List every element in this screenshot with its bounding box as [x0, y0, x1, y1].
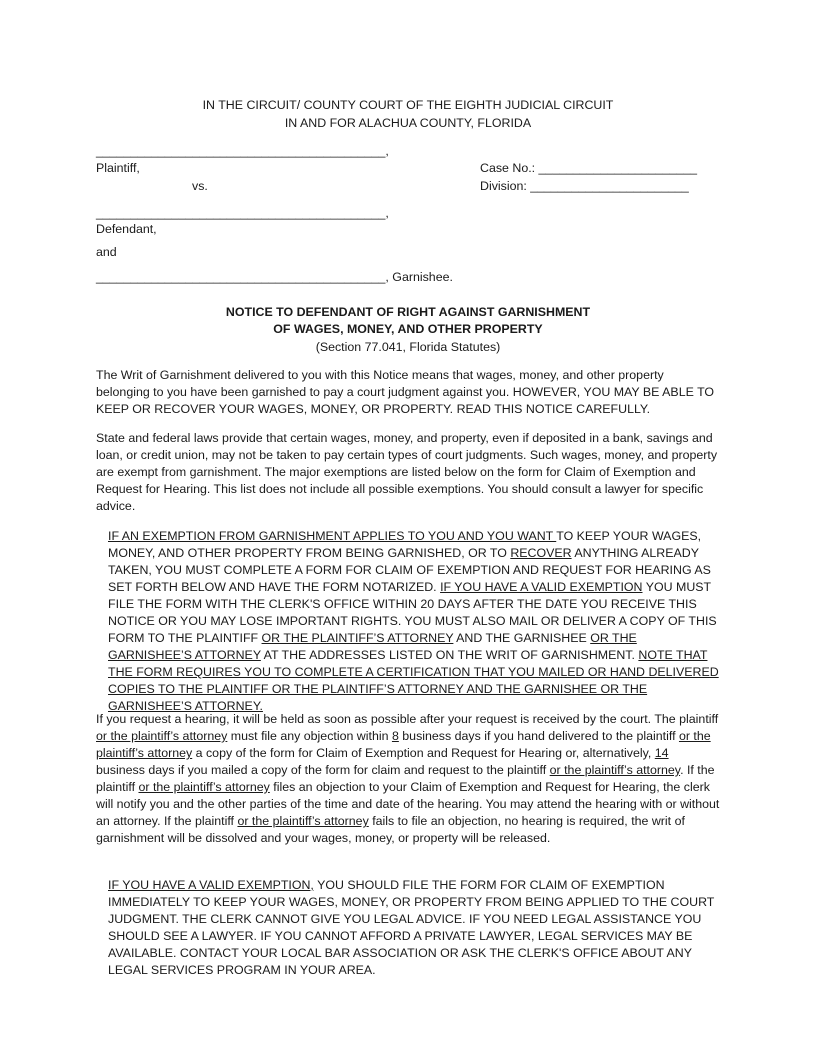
plaintiff-label: Plaintiff,: [96, 161, 140, 175]
underlined-text: or the plaintiff’s attorney: [549, 763, 681, 777]
underlined-text: OR THE GARNISHEE’S ATTORNEY: [108, 631, 637, 662]
underlined-text: OR THE PLAINTIFF’S ATTORNEY: [261, 631, 454, 645]
underlined-text: or the plaintiff’s attorney: [96, 729, 228, 743]
underlined-text: NOTE THAT THE FORM REQUIRES YOU TO COMPLETE A CERTIFICATION THAT YOU MAILED OR HAND DELIVERED COPIES TO THE PLAINTIFF OR THE PLAINTIFF’S ATTORNEY AND THE GARNISHEE OR THE GARNISHEE’S ATTORNEY.: [108, 648, 719, 713]
underlined-text: IF AN EXEMPTION FROM GARNISHMENT APPLIES TO YOU AND YOU WANT: [108, 529, 557, 543]
paragraph-hearing-process: If you request a hearing, it will be held as soon as possible after your request is received by the court. The plaintiff or the plaintiff’s attorney must file any objection within 8 business days if you hand delivered to the plaintiff or the plaintiff’s attorney a copy of the form for Claim of Exemption and Request for Hearing or, alternatively, 14 business days if you mailed a copy of the form for claim and request to the plaintiff or the plaintiff’s attorney. If the plaintiff or the plaintiff’s attorney files an objection to your Claim of Exemption and Request for Hearing, the clerk will notify you and the other parties of the time and date of the hearing. You may attend the hearing with or without an attorney. If the plaintiff or the plaintiff’s attorney fails to file an objection, no hearing is required, the writ of garnishment will be dissolved and your wages, money, or property will be released.: [96, 712, 720, 845]
underlined-text: 8: [391, 729, 399, 743]
plaintiff-blank: __________________________________________,: [96, 144, 389, 158]
underlined-text: IF YOU HAVE A VALID EXEMPTION,: [108, 878, 314, 892]
statute-reference: (Section 77.041, Florida Statutes): [315, 340, 501, 354]
notice-title-line-2: OF WAGES, MONEY, AND OTHER PROPERTY: [273, 322, 543, 336]
paragraph-writ-explanation: The Writ of Garnishment delivered to you with this Notice means that wages, money, and other property belonging to you have been garnished to pay a court judgment against you. HOWEVER, YOU MAY BE ABLE TO KEEP OR RECOVER YOUR WAGES, MONEY, OR PROPERTY. READ THIS NOTICE CAREFULLY.: [96, 368, 715, 416]
division-field: Division: _______________________: [480, 179, 689, 193]
paragraph-legal-advice: IF YOU HAVE A VALID EXEMPTION, YOU SHOULD FILE THE FORM FOR CLAIM OF EXEMPTION IMMEDIATELY TO KEEP YOUR WAGES, MONEY, OR PROPERTY FROM BEING APPLIED TO THE COURT JUDGMENT. THE CLERK CANNOT GIVE YOU LEGAL ADVICE. IF YOU NEED LEGAL ASSISTANCE YOU SHOULD SEE A LAWYER. IF YOU CANNOT AFFORD A PRIVATE LAWYER, LEGAL SERVICES MAY BE AVAILABLE. CONTACT YOUR LOCAL BAR ASSOCIATION OR ASK THE CLERK'S OFFICE ABOUT ANY LEGAL SERVICES PROGRAM IN YOUR AREA.: [108, 878, 715, 977]
underlined-text: 14: [654, 746, 669, 760]
court-line-1: IN THE CIRCUIT/ COUNTY COURT OF THE EIGHTH JUDICIAL CIRCUIT: [202, 98, 614, 112]
underlined-text: or the plaintiff’s attorney: [237, 814, 369, 828]
defendant-blank: __________________________________________,: [96, 206, 389, 220]
underlined-text: RECOVER: [510, 546, 572, 560]
document-page: [96, 0, 720, 1056]
case-number-field: Case No.: _______________________: [480, 161, 698, 175]
garnishee-line: __________________________________________, Garnishee.: [96, 270, 453, 284]
and-label: and: [96, 245, 117, 259]
defendant-label: Defendant,: [96, 222, 157, 236]
notice-title-line-1: NOTICE TO DEFENDANT OF RIGHT AGAINST GARNISHMENT: [225, 305, 591, 319]
underlined-text: or the plaintiff’s attorney: [138, 780, 270, 794]
paragraph-exemption-laws: State and federal laws provide that certain wages, money, and property, even if deposited in a bank, savings and loan, or credit union, may not be taken to pay certain types of court judgments. Such wages, money, and property are exempt from garnishment. The major exemptions are listed below on the form for Claim of Exemption and Request for Hearing. This list does not include all possible exemptions. You should consult a lawyer for specific advice.: [96, 431, 718, 513]
court-line-2: IN AND FOR ALACHUA COUNTY, FLORIDA: [284, 116, 532, 130]
underlined-text: IF YOU HAVE A VALID EXEMPTION: [440, 580, 643, 594]
versus-label: vs.: [192, 179, 208, 193]
underlined-text: or the plaintiff’s attorney: [96, 729, 711, 760]
paragraph-claim-instructions: IF AN EXEMPTION FROM GARNISHMENT APPLIES TO YOU AND YOU WANT TO KEEP YOUR WAGES, MONEY, AND OTHER PROPERTY FROM BEING GARNISHED, OR TO RECOVER ANYTHING ALREADY TAKEN, YOU MUST COMPLETE A FORM FOR CLAIM OF EXEMPTION AND REQUEST FOR HEARING AS SET FORTH BELOW AND HAVE THE FORM NOTARIZED. IF YOU HAVE A VALID EXEMPTION YOU MUST FILE THE FORM WITH THE CLERK'S OFFICE WITHIN 20 DAYS AFTER THE DATE YOU RECEIVE THIS NOTICE OR YOU MAY LOSE IMPORTANT RIGHTS. YOU MUST ALSO MAIL OR DELIVER A COPY OF THIS FORM TO THE PLAINTIFF OR THE PLAINTIFF’S ATTORNEY AND THE GARNISHEE OR THE GARNISHEE’S ATTORNEY AT THE ADDRESSES LISTED ON THE WRIT OF GARNISHMENT. NOTE THAT THE FORM REQUIRES YOU TO COMPLETE A CERTIFICATION THAT YOU MAILED OR HAND DELIVERED COPIES TO THE PLAINTIFF OR THE PLAINTIFF’S ATTORNEY AND THE GARNISHEE OR THE GARNISHEE’S ATTORNEY.: [108, 529, 719, 713]
